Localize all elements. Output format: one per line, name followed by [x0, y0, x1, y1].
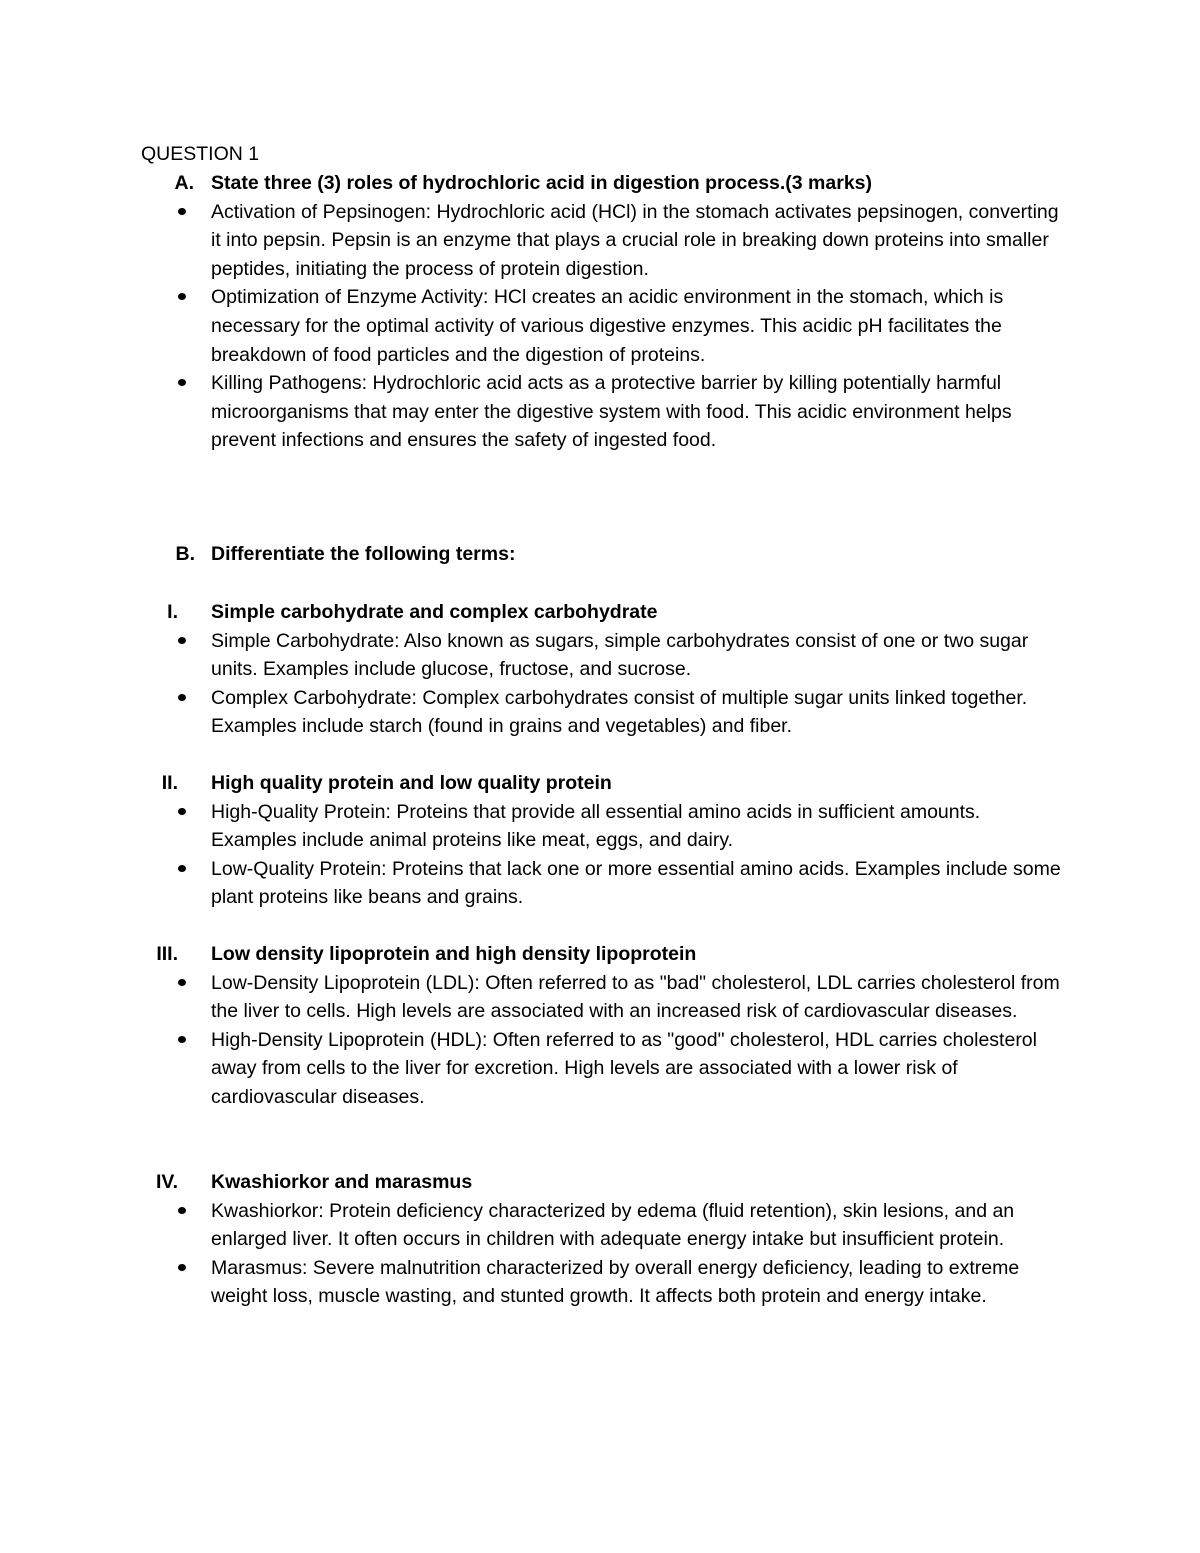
list-item — [0, 1026, 1061, 1112]
bullet-icon — [178, 865, 186, 872]
part-a-bullet-list — [0, 198, 1200, 455]
bullet-text: Optimization of Enzyme Activity: HCl creates an acidic environment in the stomach, which is necessary for the optimal activity of various digestive enzymes. This acidic pH facilitates the breakdown of food particles and the digestion of proteins. — [211, 286, 1004, 366]
bullet-icon — [178, 293, 186, 300]
subsection-numeral: I. — [167, 601, 178, 623]
bullet-icon — [178, 808, 186, 815]
subsection-1 — [0, 598, 1200, 741]
subsection-heading-text: Simple carbohydrate and complex carbohydrate — [211, 601, 658, 623]
bullet-icon — [178, 979, 186, 986]
list-item — [0, 1197, 1061, 1254]
list-item — [0, 798, 1061, 855]
bullet-text: Activation of Pepsinogen: Hydrochloric acid (HCl) in the stomach activates pepsinogen, converting it into pepsin. Pepsin is an enzyme that plays a crucial role in breaking down proteins into smaller peptides, initiating the process of protein digestion. — [211, 200, 1059, 280]
bullet-icon — [178, 1264, 186, 1271]
subsection-heading-text: Kwashiorkor and marasmus — [211, 1171, 473, 1193]
part-a-section — [0, 169, 1200, 455]
list-item — [0, 684, 1061, 741]
bullet-icon — [178, 694, 186, 701]
part-a-marker: A. — [174, 172, 194, 194]
part-a-heading — [0, 169, 1200, 198]
bullet-text: Complex Carbohydrate: Complex carbohydrates consist of multiple sugar units linked together. Examples include starch (found in grains and vegetables) and fiber. — [211, 686, 1028, 738]
subsection-4 — [0, 1168, 1200, 1311]
part-b-heading-text: Differentiate the following terms: — [211, 543, 516, 565]
question-title: QUESTION 1 — [141, 143, 260, 165]
list-item — [0, 283, 1061, 369]
list-item — [0, 1254, 1061, 1311]
subsection-numeral: IV. — [155, 1171, 178, 1193]
subsection-heading — [0, 769, 1200, 798]
list-item — [0, 627, 1061, 684]
bullet-text: High-Quality Protein: Proteins that provide all essential amino acids in sufficient amounts. Examples include animal proteins like meat, eggs, and dairy. — [211, 800, 981, 852]
subsection-heading — [0, 940, 1200, 969]
subsection-heading — [0, 598, 1200, 627]
list-item — [0, 198, 1061, 284]
subsection-bullet-list — [0, 1197, 1200, 1311]
list-item — [0, 369, 1061, 455]
bullet-text: Simple Carbohydrate: Also known as sugars, simple carbohydrates consist of one or two sugar units. Examples include glucose, fructose, and sucrose. — [211, 629, 1029, 681]
subsection-bullet-list — [0, 969, 1200, 1112]
subsection-heading — [0, 1168, 1200, 1197]
bullet-text: Low-Quality Protein: Proteins that lack one or more essential amino acids. Examples include some plant proteins like beans and grains. — [211, 857, 1061, 909]
subsection-2 — [0, 769, 1200, 912]
bullet-text: Low-Density Lipoprotein (LDL): Often referred to as "bad" cholesterol, LDL carries cholesterol from the liver to cells. High levels are associated with an increased risk of cardiovascular diseases. — [211, 971, 1060, 1023]
part-b-marker: B. — [175, 543, 195, 565]
part-b-heading — [0, 540, 1200, 569]
list-item — [0, 855, 1061, 912]
subsection-heading-text: High quality protein and low quality protein — [211, 772, 612, 794]
bullet-text: High-Density Lipoprotein (HDL): Often referred to as "good" cholesterol, HDL carries cholesterol away from cells to the liver for excretion. High levels are associated with a lower risk of cardiovascular diseases. — [211, 1028, 1037, 1108]
bullet-icon — [178, 637, 186, 644]
bullet-text: Killing Pathogens: Hydrochloric acid acts as a protective barrier by killing potentially harmful microorganisms that may enter the digestive system with food. This acidic environment helps prevent infections and ensures the safety of ingested food. — [211, 372, 1012, 452]
subsection-bullet-list — [0, 798, 1200, 912]
bullet-icon — [178, 1207, 186, 1214]
subsection-3 — [0, 940, 1200, 1112]
subsection-heading-text: Low density lipoprotein and high density lipoprotein — [211, 943, 697, 965]
bullet-icon — [178, 379, 186, 386]
bullet-text: Kwashiorkor: Protein deficiency characterized by edema (fluid retention), skin lesions, and an enlarged liver. It often occurs in children with adequate energy intake but insufficient protein. — [211, 1199, 1015, 1251]
bullet-icon — [178, 208, 186, 215]
bullet-icon — [178, 1036, 186, 1043]
subsection-bullet-list — [0, 627, 1200, 741]
subsection-numeral: II. — [161, 772, 178, 794]
subsection-numeral: III. — [156, 943, 178, 965]
part-b-section — [0, 540, 1200, 569]
list-item — [0, 969, 1061, 1026]
bullet-text: Marasmus: Severe malnutrition characterized by overall energy deficiency, leading to extreme weight loss, muscle wasting, and stunted growth. It affects both protein and energy intake. — [211, 1256, 1020, 1308]
part-a-heading-text: State three (3) roles of hydrochloric acid in digestion process.(3 marks) — [211, 172, 873, 194]
